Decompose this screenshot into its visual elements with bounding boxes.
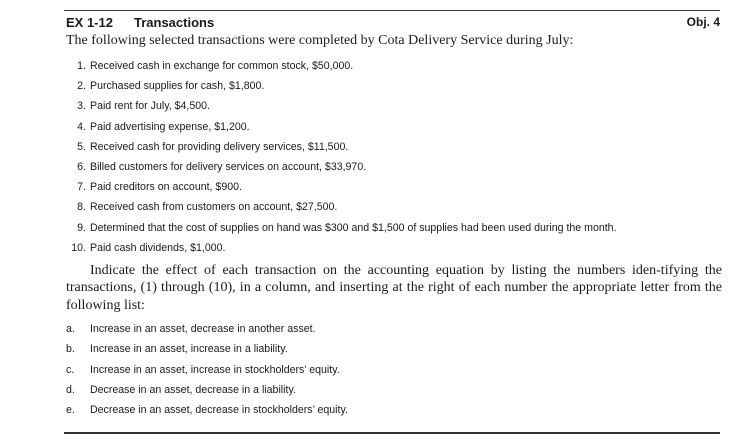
transaction-item xyxy=(66,120,726,140)
transaction-list xyxy=(66,59,726,261)
option-letter: e. xyxy=(66,404,75,417)
transaction-text: Billed customers for delivery services on account, $33,970. xyxy=(90,160,367,173)
transaction-text: Received cash for providing delivery services, $11,500. xyxy=(90,140,349,153)
transaction-number: 10. xyxy=(71,241,86,254)
option-text: Increase in an asset, increase in a liability. xyxy=(90,343,288,356)
answer-option xyxy=(66,403,726,423)
option-letter: d. xyxy=(66,383,75,396)
transaction-text: Received cash in exchange for common stock, $50,000. xyxy=(90,60,354,72)
option-letter: c. xyxy=(66,363,75,376)
transaction-item xyxy=(66,160,726,180)
answer-option xyxy=(66,322,726,342)
transaction-item xyxy=(66,79,726,99)
option-text: Decrease in an asset, decrease in stockholders’ equity. xyxy=(90,404,348,417)
transaction-number: 1. xyxy=(77,60,86,72)
transaction-item xyxy=(66,221,726,241)
exercise-title: Transactions xyxy=(134,15,215,30)
option-letter: b. xyxy=(66,343,75,356)
answer-option xyxy=(66,383,726,403)
transaction-text: Determined that the cost of supplies on hand was $300 and $1,500 of supplies had been used during the month. xyxy=(90,221,617,234)
transaction-number: 8. xyxy=(77,201,86,214)
transaction-text: Purchased supplies for cash, $1,800. xyxy=(90,80,265,93)
instructions-paragraph: Indicate the effect of each transaction on the accounting equation by listing the numbers iden-tifying the transactions, (1) through (10), in a column, and inserting at the right of each number the appropriate letter from the following list: xyxy=(66,263,722,313)
transaction-number: 9. xyxy=(77,221,86,234)
answer-option xyxy=(66,342,726,362)
transaction-text: Paid advertising expense, $1,200. xyxy=(90,120,250,133)
transaction-text: Received cash from customers on account, $27,500. xyxy=(90,201,338,214)
exercise-number: EX 1-12 xyxy=(66,15,113,30)
transaction-number: 6. xyxy=(77,160,86,173)
option-text: Increase in an asset, increase in stockholders’ equity. xyxy=(90,363,340,376)
transaction-text: Paid rent for July, $4,500. xyxy=(90,100,210,113)
transaction-number: 3. xyxy=(77,100,86,113)
transaction-item xyxy=(66,180,726,200)
transaction-number: 2. xyxy=(77,80,86,93)
transaction-number: 5. xyxy=(77,140,86,153)
transaction-item xyxy=(66,241,726,261)
option-text: Increase in an asset, decrease in another asset. xyxy=(90,323,316,335)
exercise-heading xyxy=(66,14,720,32)
transaction-number: 4. xyxy=(77,120,86,133)
answer-option-list xyxy=(66,322,726,423)
objective-label: Obj. 4 xyxy=(686,15,720,29)
answer-option xyxy=(66,363,726,383)
intro-text: The following selected transactions were completed by Cota Delivery Service during July: xyxy=(66,33,574,48)
option-text: Decrease in an asset, decrease in a liability. xyxy=(90,383,296,396)
transaction-number: 7. xyxy=(77,181,86,194)
option-letter: a. xyxy=(66,323,75,335)
transaction-text: Paid creditors on account, $900. xyxy=(90,181,242,194)
bottom-divider xyxy=(64,432,720,434)
transaction-item xyxy=(66,140,726,160)
transaction-text: Paid cash dividends, $1,000. xyxy=(90,241,226,254)
transaction-item xyxy=(66,59,726,79)
top-divider xyxy=(64,10,720,11)
transaction-item xyxy=(66,99,726,119)
transaction-item xyxy=(66,200,726,220)
